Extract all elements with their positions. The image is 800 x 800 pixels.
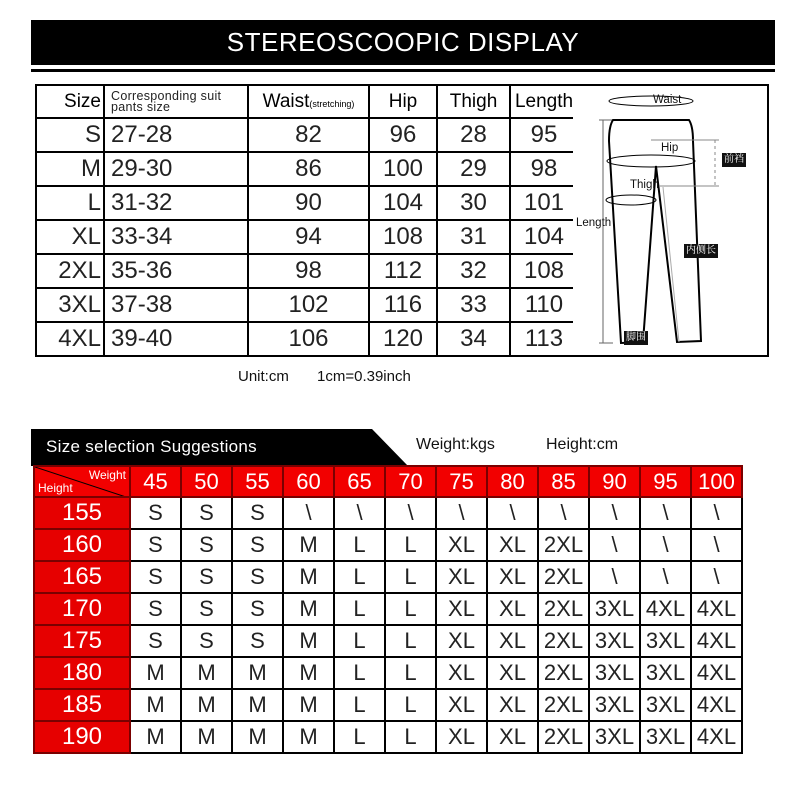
header-suit-line2: pants size [111,99,171,114]
size-suggestion-cell: XL [436,657,487,689]
cell-length: 98 [510,152,578,186]
table-row [36,288,578,322]
cell-waist: 102 [248,288,369,322]
size-suggestion-cell: L [334,657,385,689]
weight-header-cell: 85 [538,466,589,497]
cell-hip: 120 [369,322,437,356]
size-suggestion-cell: S [130,625,181,657]
size-suggestion-cell: 3XL [640,657,691,689]
size-suggestion-cell: M [283,657,334,689]
size-suggestion-cell: XL [487,689,538,721]
height-cell: 170 [34,593,130,625]
cell-thigh: 34 [437,322,510,356]
size-suggestion-cell: XL [436,721,487,753]
size-suggestion-cell: S [130,529,181,561]
cell-hip: 116 [369,288,437,322]
table-row [34,657,742,689]
size-suggestion-cell: S [232,561,283,593]
size-suggestion-cell: L [385,561,436,593]
size-suggestion-cell: \ [487,497,538,529]
cell-hip: 108 [369,220,437,254]
cell-thigh: 29 [437,152,510,186]
corner-height-label: Height [38,481,73,495]
cell-size: M [36,152,104,186]
table-row [36,322,578,356]
header-length: Length [510,85,578,118]
size-suggestion-cell: 4XL [691,721,742,753]
table-row [34,497,742,529]
size-suggestion-cell: L [334,689,385,721]
cell-thigh: 32 [437,254,510,288]
weight-header-cell: 95 [640,466,691,497]
cell-suit: 35-36 [104,254,248,288]
size-suggestion-cell: S [130,497,181,529]
page-title-banner [31,20,775,65]
cell-length: 101 [510,186,578,220]
table-row [34,689,742,721]
diagram-label-hip: Hip [661,142,679,154]
cell-thigh: 30 [437,186,510,220]
header-waist-note: (stretching) [309,98,355,109]
diagram-label-thigh: Thigh [630,179,659,191]
cell-waist: 86 [248,152,369,186]
header-hip: Hip [369,85,437,118]
unit-note [238,368,435,385]
cell-suit: 27-28 [104,118,248,152]
cell-waist: 106 [248,322,369,356]
size-suggestion-cell: XL [436,529,487,561]
title-divider [31,69,775,72]
size-suggestion-cell: S [232,529,283,561]
table-row [34,721,742,753]
cell-hip: 112 [369,254,437,288]
table-row [36,186,578,220]
size-suggestion-cell: 3XL [589,657,640,689]
table-row [36,254,578,288]
cell-thigh: 33 [437,288,510,322]
size-suggestion-cell: M [181,689,232,721]
size-suggestion-cell: 4XL [691,593,742,625]
size-suggestion-cell: XL [436,561,487,593]
size-suggestion-cell: XL [487,721,538,753]
size-suggestion-cell: 2XL [538,721,589,753]
cell-waist: 82 [248,118,369,152]
cell-size: 4XL [36,322,104,356]
weight-header-cell: 65 [334,466,385,497]
size-suggestion-cell: \ [436,497,487,529]
corner-cell [34,466,130,497]
size-suggestion-cell: M [283,529,334,561]
cell-hip: 96 [369,118,437,152]
size-suggestion-cell: 2XL [538,529,589,561]
size-suggestion-cell: 2XL [538,689,589,721]
size-suggestion-cell: L [334,529,385,561]
page-title: STEREOSCOOPIC DISPLAY [226,27,580,57]
size-suggestion-cell: S [181,561,232,593]
cell-suit: 29-30 [104,152,248,186]
size-table-body [36,118,578,356]
size-suggestion-cell: 2XL [538,625,589,657]
diagram-label-length: Length [576,217,612,229]
size-suggestion-cell: L [385,529,436,561]
weight-header-cell: 55 [232,466,283,497]
size-suggestion-cell: M [232,657,283,689]
size-suggestion-cell: 3XL [640,625,691,657]
corner-weight-label: Weight [88,468,126,482]
weight-header-row [34,466,742,497]
weight-header-cell: 45 [130,466,181,497]
cell-size: 3XL [36,288,104,322]
size-suggestion-cell: \ [589,561,640,593]
size-suggestion-cell: 2XL [538,657,589,689]
size-suggestion-cell: XL [487,657,538,689]
size-suggestion-cell: M [232,721,283,753]
table-header-row [36,85,578,118]
cell-length: 108 [510,254,578,288]
size-suggestion-cell: \ [589,497,640,529]
table-row [36,220,578,254]
size-suggestion-cell: 4XL [640,593,691,625]
table-row [34,561,742,593]
pants-diagram [573,84,769,357]
cell-suit: 31-32 [104,186,248,220]
size-suggestion-cell: 3XL [589,625,640,657]
size-suggestion-cell: 2XL [538,593,589,625]
unit-label: Unit:cm [238,368,289,385]
size-suggestion-cell: 4XL [691,657,742,689]
cell-hip: 104 [369,186,437,220]
size-suggestion-cell: XL [436,625,487,657]
cell-waist: 94 [248,220,369,254]
size-suggestion-cell: M [283,689,334,721]
cell-size: XL [36,220,104,254]
size-suggestion-cell: M [130,721,181,753]
weight-header-cell: 80 [487,466,538,497]
cell-waist: 90 [248,186,369,220]
cell-thigh: 28 [437,118,510,152]
size-suggestion-cell: 4XL [691,689,742,721]
size-suggestion-cell: S [181,625,232,657]
diagram-label-inseam: 内侧长 [686,245,716,256]
size-suggestion-cell: L [385,721,436,753]
size-suggestion-cell: L [334,625,385,657]
diagram-label-waist: Waist [653,94,682,106]
size-suggestion-cell: \ [334,497,385,529]
height-unit-legend: Height:cm [546,436,619,453]
table-row [34,625,742,657]
header-suit-line1: Corresponding suit [111,88,222,103]
size-suggestion-cell: S [181,497,232,529]
cell-length: 104 [510,220,578,254]
height-cell: 160 [34,529,130,561]
size-suggestion-cell: L [334,593,385,625]
size-suggestion-cell: XL [436,689,487,721]
header-size: Size [36,85,104,118]
table-row [36,118,578,152]
size-suggestion-cell: S [181,529,232,561]
size-suggestion-cell: \ [538,497,589,529]
table-row [36,152,578,186]
cell-length: 95 [510,118,578,152]
size-suggestion-cell: XL [487,561,538,593]
size-suggestion-cell: XL [436,593,487,625]
cell-size: 2XL [36,254,104,288]
size-suggestion-cell: L [385,657,436,689]
size-suggestion-cell: XL [487,625,538,657]
size-suggestion-cell: \ [691,529,742,561]
size-suggestion-cell: \ [385,497,436,529]
table-row [34,529,742,561]
size-suggestion-cell: 3XL [640,721,691,753]
size-suggestion-cell: M [181,657,232,689]
size-suggestion-cell: 4XL [691,625,742,657]
cell-waist: 98 [248,254,369,288]
weight-unit-legend: Weight:kgs [416,436,495,453]
size-suggestion-cell: L [334,561,385,593]
size-suggestion-cell: M [130,689,181,721]
size-suggestion-cell: \ [640,497,691,529]
size-suggestion-cell: 3XL [589,721,640,753]
height-cell: 180 [34,657,130,689]
size-suggestion-cell: \ [589,529,640,561]
height-cell: 155 [34,497,130,529]
cell-hip: 100 [369,152,437,186]
height-cell: 190 [34,721,130,753]
section-title: Size selection Suggestions [46,437,257,456]
table-row [34,593,742,625]
unit-conversion: 1cm=0.39inch [317,368,411,385]
size-suggestion-cell: S [130,561,181,593]
size-suggestion-cell: S [130,593,181,625]
header-suit-size [104,85,248,118]
size-suggestion-cell: S [232,497,283,529]
height-cell: 165 [34,561,130,593]
size-suggestion-cell: S [232,625,283,657]
weight-header-cell: 90 [589,466,640,497]
cell-length: 113 [510,322,578,356]
size-suggestion-cell: \ [283,497,334,529]
height-cell: 185 [34,689,130,721]
size-suggestion-cell: M [283,721,334,753]
cell-suit: 33-34 [104,220,248,254]
size-measurement-table [35,84,579,357]
size-suggestion-cell: L [334,721,385,753]
diagram-label-front-rise: 前裆 [724,154,744,165]
size-suggestion-cell: \ [691,497,742,529]
weight-header-cell: 70 [385,466,436,497]
weight-header-cell: 50 [181,466,232,497]
size-suggestion-cell: 2XL [538,561,589,593]
cell-length: 110 [510,288,578,322]
cell-suit: 37-38 [104,288,248,322]
size-suggestion-table [33,465,743,754]
size-suggestion-cell: M [181,721,232,753]
size-suggestion-cell: 3XL [589,593,640,625]
size-suggestion-cell: S [232,593,283,625]
size-suggestion-cell: \ [691,561,742,593]
cell-thigh: 31 [437,220,510,254]
size-suggestion-cell: M [130,657,181,689]
size-suggestion-cell: M [232,689,283,721]
diagram-label-leg-opening: 脚围 [626,332,646,343]
weight-header-cell: 100 [691,466,742,497]
cell-suit: 39-40 [104,322,248,356]
size-suggestion-cell: L [385,625,436,657]
size-suggestion-cell: 3XL [640,689,691,721]
size-suggestion-cell: XL [487,593,538,625]
height-cell: 175 [34,625,130,657]
size-suggestion-cell: S [181,593,232,625]
size-suggestion-cell: 3XL [589,689,640,721]
size-suggestion-cell: M [283,561,334,593]
size-suggestion-cell: XL [487,529,538,561]
suggestion-table-body [34,497,742,753]
size-suggestion-cell: L [385,593,436,625]
size-suggestion-cell: L [385,689,436,721]
weight-header-cell: 75 [436,466,487,497]
size-suggestion-cell: M [283,625,334,657]
size-suggestion-cell: \ [640,529,691,561]
size-suggestion-cell: M [283,593,334,625]
cell-size: S [36,118,104,152]
header-thigh: Thigh [437,85,510,118]
header-waist-label: Waist [262,90,310,112]
header-waist [248,85,369,118]
size-suggestion-cell: \ [640,561,691,593]
weight-header-cell: 60 [283,466,334,497]
cell-size: L [36,186,104,220]
